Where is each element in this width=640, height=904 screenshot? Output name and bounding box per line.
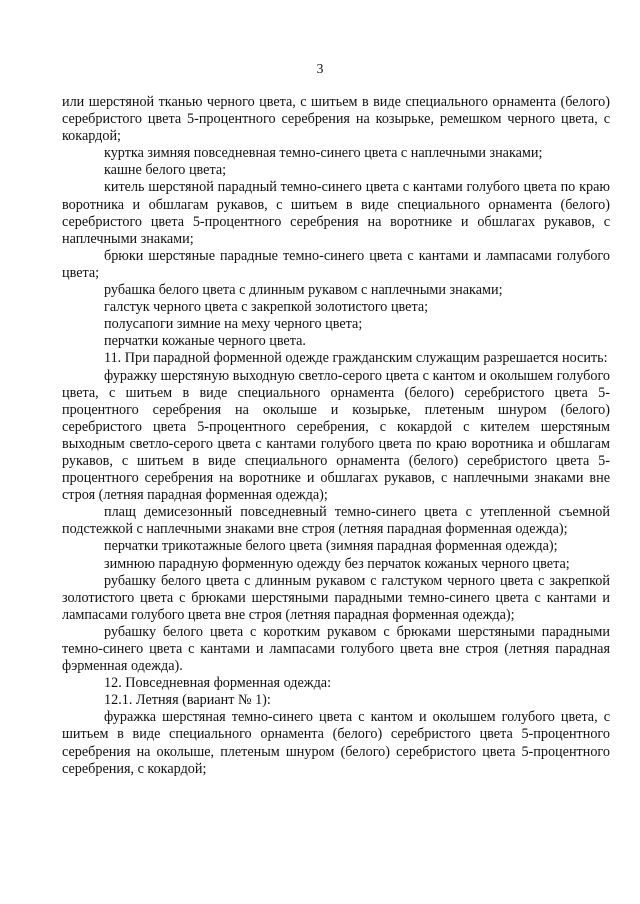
paragraph: куртка зимняя повседневная темно-синего цвета с наплечными знаками; [104,145,543,162]
paragraph: зимнюю парадную форменную одежду без перчаток кожаных черного цвета; [104,555,570,572]
paragraph: или шерстяной тканью черного цвета, с шитьем в виде специального орнамента (белого) серебристого цвета 5-процентного серебрения на козырьке, ремешком черного цвета, с кокардой; [62,94,610,145]
paragraph: кашне белого цвета; [104,162,227,179]
section-heading-12: 12. Повседневная форменная одежда: [104,675,332,692]
page-number: 3 [316,62,324,77]
subsection-heading-12-1: 12.1. Летняя (вариант № 1): [104,692,271,709]
paragraph: рубашку белого цвета с длинным рукавом с галстуком черного цвета с закрепкой золотистого цвета с брюками шерстяными парадными темно-синего цвета с кантами и лампасами голубого цвета вне строя (летняя парадная форменная одежда); [62,572,610,623]
document-body [62,94,610,778]
paragraph: перчатки кожаные черного цвета. [104,333,306,350]
paragraph: рубашка белого цвета с длинным рукавом с наплечными знаками; [104,282,503,299]
paragraph: рубашку белого цвета с коротким рукавом с брюками шерстяными парадными темно-синего цвета с кантами и лампасами голубого цвета вне строя (летняя парадная фэрменная одежда). [62,623,610,675]
paragraph: фуражку шерстяную выходную светло-серого цвета с кантом и околышем голубого цвета, с шитьем в виде специального орнамента (белого) серебристого цвета 5-процентного серебрения на околыше и козырьке, плетеным шнуром (белого) серебристого цвета 5-процентного серебрения, с кокардой с кителем шерстяным выходным светло-серого цвета с кантами голубого цвета по краю воротника и обшлагам рукавов, с шитьем в виде специального орнамента (белого) серебристого цвета 5-процентного серебрения на воротнике и обшлагах рукавов, с наплечными знаками вне строя (летняя парадная форменная одежда); [62,367,610,504]
paragraph: перчатки трикотажные белого цвета (зимняя парадная форменная одежда); [104,538,558,555]
paragraph: плащ демисезонный повседневный темно-синего цвета с утепленной съемной подстежкой с наплечными знаками вне строя (летняя парадная форменная одежда); [62,504,610,538]
paragraph: китель шерстяной парадный темно-синего цвета с кантами голубого цвета по краю воротника и обшлагам рукавов, с шитьем в виде специального орнамента (белого) серебристого цвета 5-процентного серебрения на воротнике и обшлагах рукавов, с наплечными знаками; [62,179,610,247]
section-heading-11: 11. При парадной форменной одежде гражданским служащим разрешается носить: [104,350,608,367]
paragraph: фуражка шерстяная темно-синего цвета с кантом и околышем голубого цвета, с шитьем в виде специального орнамента (белого) серебристого цвета 5-процентного серебрения на околыше, плетеным шнуром (белого) серебристого цвета 5-процентного серебрения, с кокардой; [62,709,610,777]
paragraph: полусапоги зимние на меху черного цвета; [104,316,363,333]
paragraph: брюки шерстяные парадные темно-синего цвета с кантами и лампасами голубого цвета; [62,247,610,281]
paragraph: галстук черного цвета с закрепкой золотистого цвета; [104,299,429,316]
